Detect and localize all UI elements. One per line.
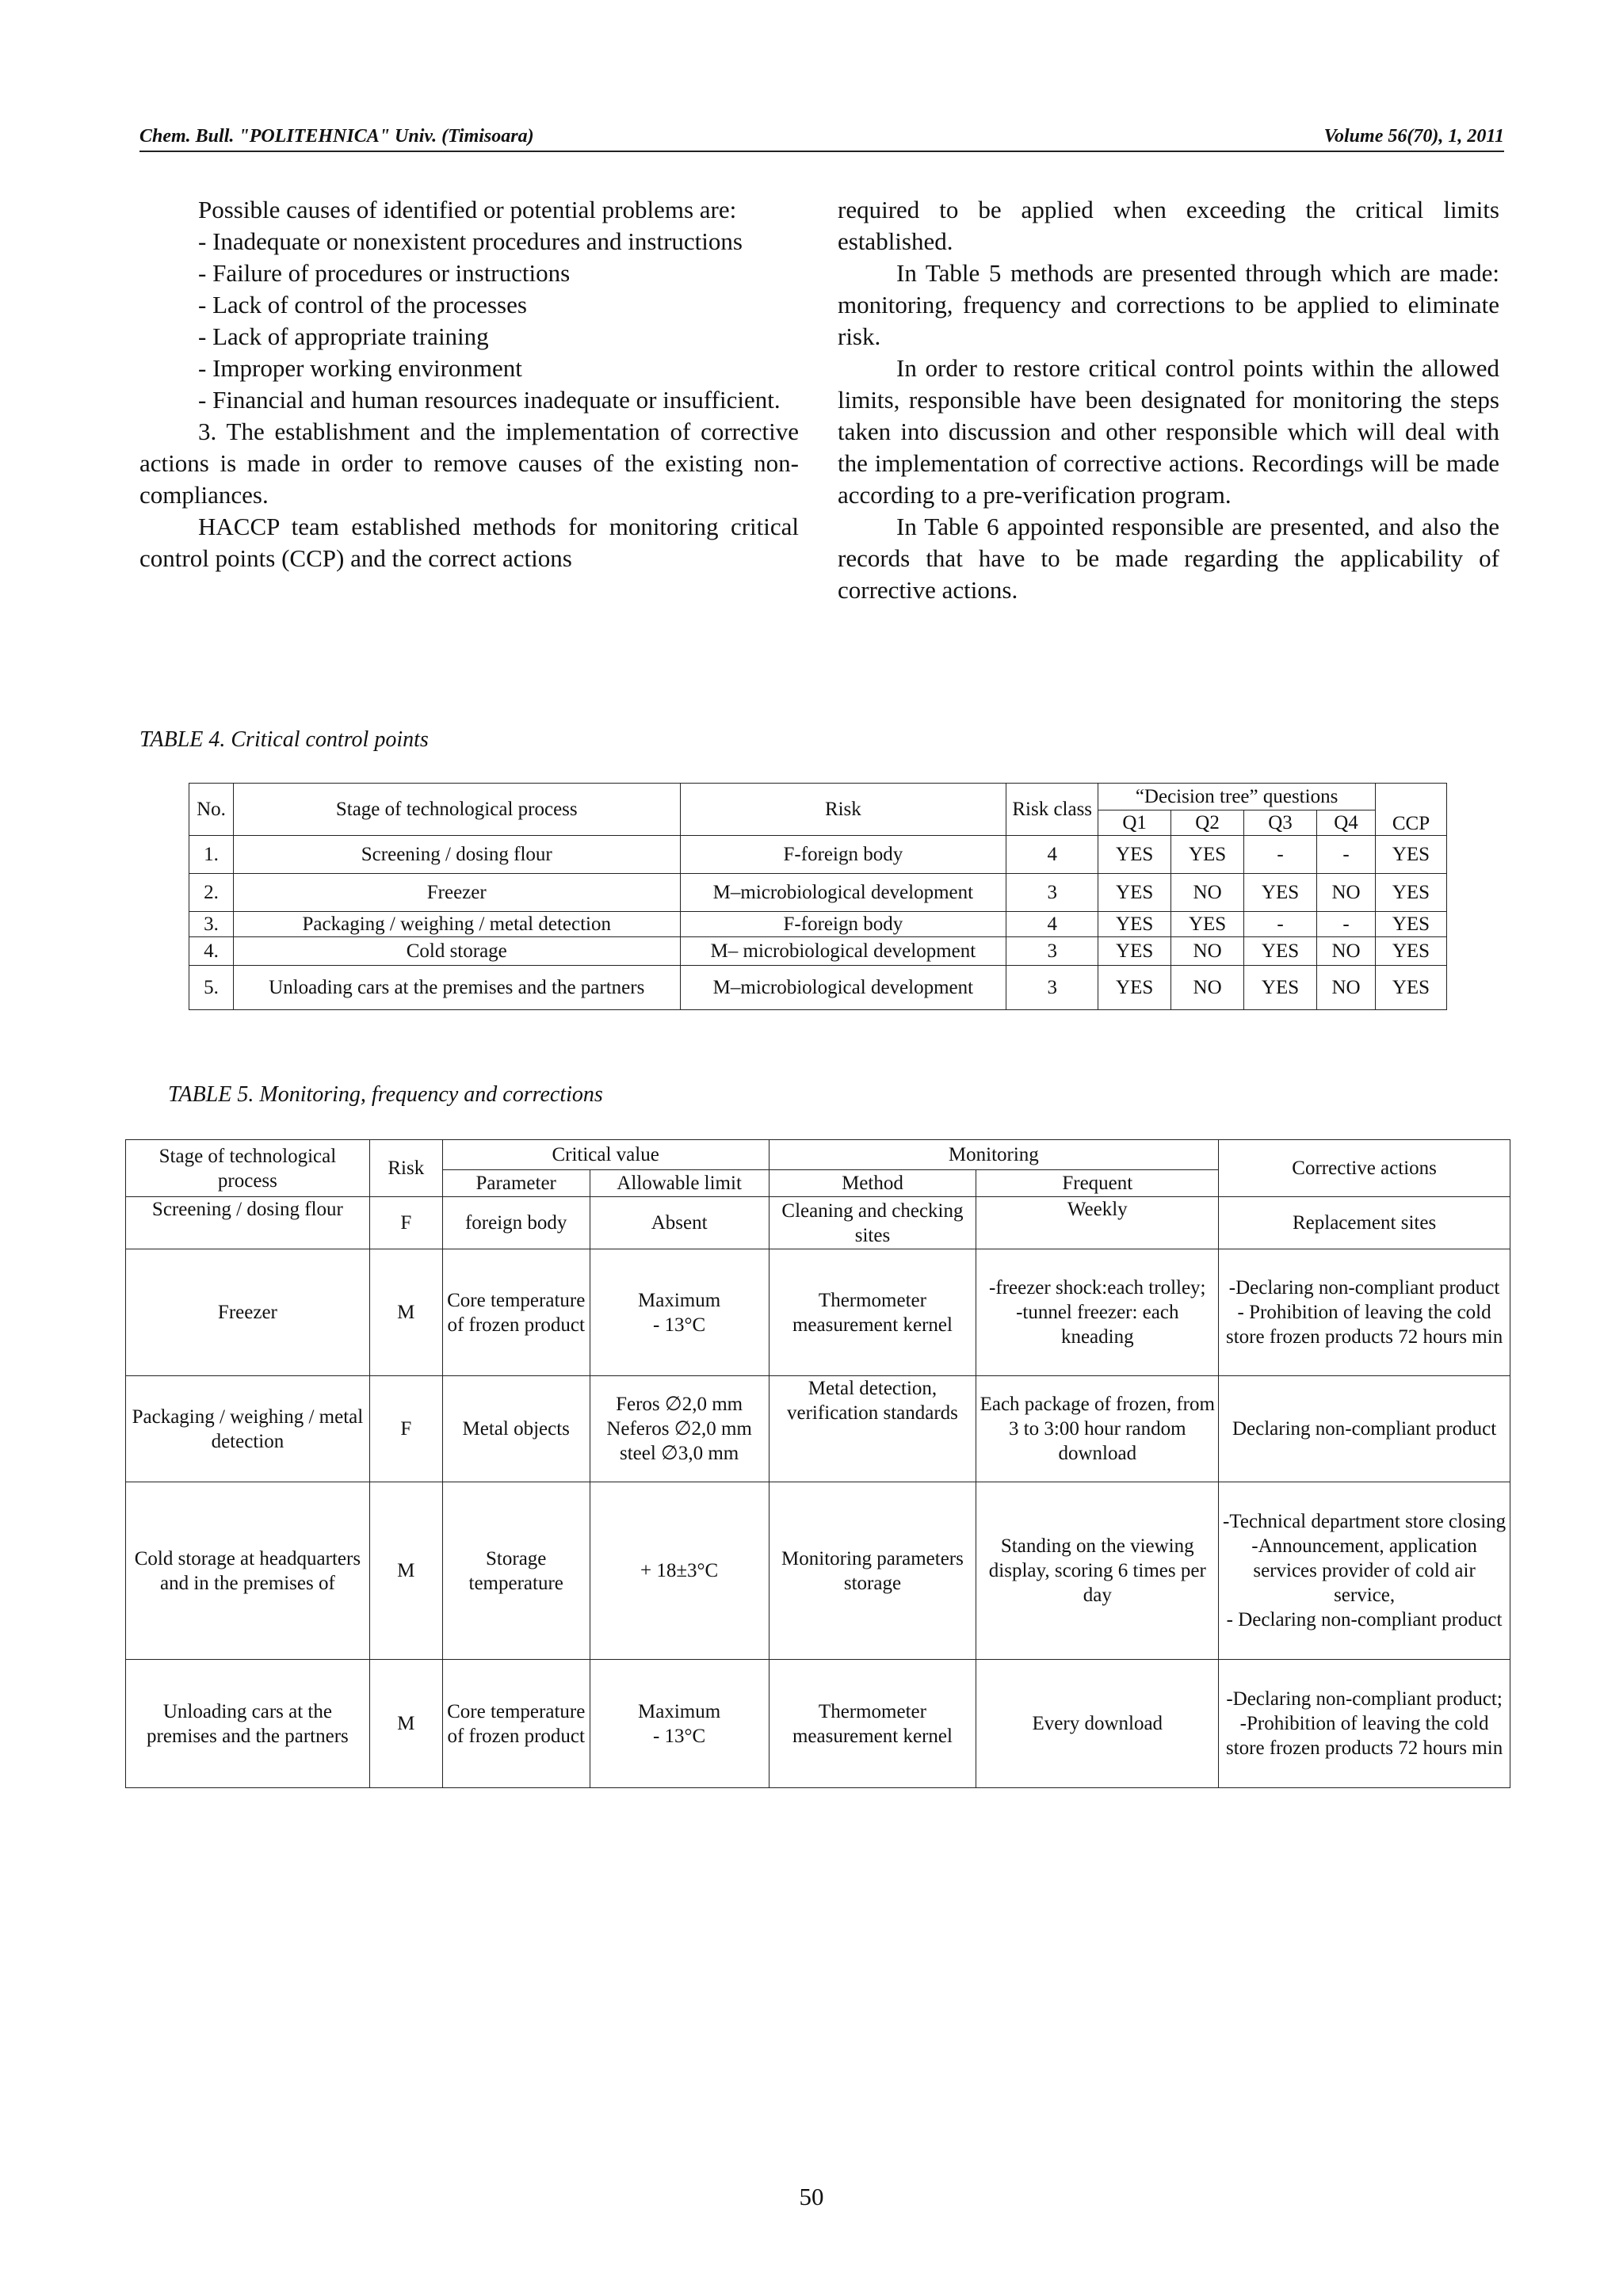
corrective-line: -Announcement, application services provider of cold air service, (1251, 1535, 1477, 1606)
paragraph: In Table 6 appointed responsible are presented, and also the records that have to be made regarding the applicability of corrective actions. (838, 513, 1499, 604)
table-row (189, 912, 1447, 937)
table-cell: YES (1171, 912, 1244, 937)
table-cell: YES (1244, 966, 1317, 1010)
col-header-stage: Stage of technological process (126, 1140, 370, 1197)
corrective-line: - Prohibition of leaving the cold store frozen products 72 hours min (1225, 1302, 1503, 1348)
left-column-text (139, 194, 799, 574)
table-cell (976, 1660, 1219, 1788)
table-cell (976, 1482, 1219, 1660)
limit-line: steel ∅3,0 mm (619, 1443, 739, 1464)
table-cell (590, 1376, 769, 1482)
table-cell (590, 1660, 769, 1788)
table-cell: YES (1098, 937, 1171, 966)
table-row (126, 1249, 1510, 1376)
corrective-line: -Declaring non-compliant product (1228, 1277, 1500, 1299)
table-row (126, 1660, 1510, 1788)
table-cell: NO (1171, 937, 1244, 966)
table-cell: F (369, 1376, 442, 1482)
corrective-line: Declaring non-compliant product (1232, 1418, 1497, 1440)
col-header-risk-class: Risk class (1006, 784, 1098, 836)
table-cell: 3 (1006, 874, 1098, 912)
table-cell: - (1317, 912, 1376, 937)
col-header-risk: Risk (369, 1140, 442, 1197)
table-cell: Freezer (233, 874, 680, 912)
paragraph: In order to restore critical control points within the allowed limits, responsible have been designated for monitoring the steps taken into discussion and other responsible which will deal with the implementation of corrective actions. Recordings will be made according to a pre-verification program. (838, 354, 1499, 509)
col-header-critical-value: Critical value (442, 1140, 769, 1170)
table-cell: YES (1375, 836, 1446, 874)
corrective-line: -Technical department store closing (1223, 1511, 1507, 1532)
col-header-method: Method (769, 1170, 976, 1197)
list-item: - Lack of control of the processes (198, 291, 527, 318)
list-item: - Failure of procedures or instructions (198, 259, 571, 287)
table-cell: F-foreign body (680, 912, 1006, 937)
paragraph: In Table 5 methods are presented through which are made: monitoring, frequency and corrections to be applied to eliminate risk. (838, 259, 1499, 350)
paragraph: Possible causes of identified or potential problems are: (198, 196, 737, 223)
table-cell: 3. (189, 912, 234, 937)
paragraph: HACCP team established methods for monitoring critical control points (CCP) and the correct actions (139, 513, 799, 572)
table-cell: - (1317, 836, 1376, 874)
page-number: 50 (799, 2183, 824, 2210)
col-header-q1: Q1 (1098, 810, 1171, 836)
right-column-text (838, 194, 1499, 606)
frequency-line: Every download (1032, 1713, 1163, 1734)
corrective-line: -Prohibition of leaving the cold store frozen products 72 hours min (1225, 1713, 1503, 1759)
col-header-q4: Q4 (1317, 810, 1376, 836)
table-cell: M–microbiological development (680, 874, 1006, 912)
col-header-parameter: Parameter (442, 1170, 590, 1197)
col-header-q2: Q2 (1171, 810, 1244, 836)
table-cell: 3 (1006, 966, 1098, 1010)
table-cell (590, 1482, 769, 1660)
table-monitoring-corrections (125, 1139, 1510, 1788)
table-cell: YES (1375, 966, 1446, 1010)
table-cell: Freezer (126, 1249, 370, 1376)
table-cell: Monitoring parameters storage (769, 1482, 976, 1660)
table-cell: YES (1098, 966, 1171, 1010)
table-cell: M–microbiological development (680, 966, 1006, 1010)
table-cell: YES (1244, 874, 1317, 912)
table-cell: Packaging / weighing / metal detection (126, 1376, 370, 1482)
table-row (189, 836, 1447, 874)
table-cell: NO (1317, 937, 1376, 966)
table-cell (976, 1376, 1219, 1482)
corrective-line: - Declaring non-compliant product (1226, 1609, 1503, 1630)
table-cell: Cleaning and checking sites (769, 1197, 976, 1249)
col-header-q3: Q3 (1244, 810, 1317, 836)
table-cell: Unloading cars at the premises and the partners (233, 966, 680, 1010)
table-cell (1219, 1482, 1510, 1660)
list-item: - Lack of appropriate training (198, 322, 489, 350)
list-item: - Inadequate or nonexistent procedures and instructions (198, 227, 743, 255)
table-cell: Screening / dosing flour (233, 836, 680, 874)
limit-line: + 18±3°C (640, 1560, 719, 1581)
table-row (189, 966, 1447, 1010)
table-cell: Thermometer measurement kernel (769, 1660, 976, 1788)
table5-caption: TABLE 5. Monitoring, frequency and corrections (168, 1082, 603, 1107)
list-item: - Financial and human resources inadequate or insufficient. (198, 386, 781, 414)
frequency-line: -tunnel freezer: each kneading (1016, 1302, 1179, 1348)
table-cell: M (369, 1660, 442, 1788)
table-cell: F (369, 1197, 442, 1249)
frequency-line: -freezer shock:each trolley; (989, 1277, 1206, 1299)
table-cell: YES (1098, 912, 1171, 937)
col-header-stage: Stage of technological process (233, 784, 680, 836)
col-header-decision-tree: “Decision tree” questions (1098, 784, 1376, 810)
corrective-line: -Declaring non-compliant product; (1226, 1688, 1503, 1710)
table-cell: - (1244, 912, 1317, 937)
table-cell (976, 1249, 1219, 1376)
limit-line: - 13°C (652, 1725, 706, 1747)
corrective-line: Replacement sites (1292, 1212, 1437, 1234)
table-cell: NO (1171, 874, 1244, 912)
table4-caption: TABLE 4. Critical control points (139, 727, 429, 752)
table-cell: 3 (1006, 937, 1098, 966)
table-cell: YES (1375, 912, 1446, 937)
table-cell: Packaging / weighing / metal detection (233, 912, 680, 937)
paragraph: 3. The establishment and the implementation of corrective actions is made in order to remove causes of the existing non-compliances. (139, 418, 799, 509)
list-item: - Improper working environment (198, 354, 522, 382)
table-cell: YES (1171, 836, 1244, 874)
frequency-line: Weekly (1067, 1199, 1128, 1220)
col-header-frequent: Frequent (976, 1170, 1219, 1197)
running-header (139, 120, 1504, 152)
table-cell (1219, 1197, 1510, 1249)
table-cell (1219, 1249, 1510, 1376)
table-cell: Core temperature of frozen product (442, 1660, 590, 1788)
journal-name: Chem. Bull. "POLITEHNICA" Univ. (Timisoara) (139, 126, 534, 147)
table-cell: - (1244, 836, 1317, 874)
table-cell: YES (1098, 836, 1171, 874)
table-cell: NO (1171, 966, 1244, 1010)
limit-line: - 13°C (652, 1314, 706, 1336)
table-critical-control-points (189, 783, 1447, 1010)
col-header-monitoring: Monitoring (769, 1140, 1219, 1170)
table-cell: 4 (1006, 836, 1098, 874)
volume-info: Volume 56(70), 1, 2011 (1323, 126, 1504, 147)
table-row (189, 874, 1447, 912)
table-cell: 2. (189, 874, 234, 912)
table-cell: NO (1317, 874, 1376, 912)
col-header-ccp: CCP (1375, 784, 1446, 836)
table-cell: YES (1244, 937, 1317, 966)
table-row (126, 1197, 1510, 1249)
limit-line: Maximum (638, 1289, 721, 1311)
col-header-allowable-limit: Allowable limit (590, 1170, 769, 1197)
table-cell: 4. (189, 937, 234, 966)
limit-line: Neferos ∅2,0 mm (606, 1418, 752, 1440)
table-cell: M– microbiological development (680, 937, 1006, 966)
table-cell: YES (1375, 874, 1446, 912)
table-cell: Screening / dosing flour (126, 1197, 370, 1249)
table-cell: Core temperature of frozen product (442, 1249, 590, 1376)
table-cell (590, 1249, 769, 1376)
paragraph: required to be applied when exceeding the critical limits established. (838, 196, 1499, 255)
table-cell: Unloading cars at the premises and the partners (126, 1660, 370, 1788)
table-cell: F-foreign body (680, 836, 1006, 874)
table-cell: Cold storage (233, 937, 680, 966)
table-cell: M (369, 1249, 442, 1376)
table-cell (976, 1197, 1219, 1249)
col-header-no: No. (189, 784, 234, 836)
table-cell: 5. (189, 966, 234, 1010)
table-cell (1219, 1660, 1510, 1788)
frequency-line: Standing on the viewing display, scoring 6 times per day (988, 1535, 1206, 1606)
col-header-corrective-actions: Corrective actions (1219, 1140, 1510, 1197)
limit-line: Absent (651, 1212, 708, 1234)
table-cell: M (369, 1482, 442, 1660)
table-cell: NO (1317, 966, 1376, 1010)
limit-line: Feros ∅2,0 mm (616, 1394, 743, 1415)
table-cell (1219, 1376, 1510, 1482)
table-row (189, 937, 1447, 966)
table-cell: Storage temperature (442, 1482, 590, 1660)
table-cell: Metal detection, verification standards (769, 1376, 976, 1482)
table-cell: Cold storage at headquarters and in the premises of (126, 1482, 370, 1660)
table-cell: Thermometer measurement kernel (769, 1249, 976, 1376)
table-cell: Metal objects (442, 1376, 590, 1482)
table-row (126, 1482, 1510, 1660)
table-cell (590, 1197, 769, 1249)
table-cell: 4 (1006, 912, 1098, 937)
table-cell: 1. (189, 836, 234, 874)
table-cell: YES (1375, 937, 1446, 966)
col-header-risk: Risk (680, 784, 1006, 836)
table-row (126, 1376, 1510, 1482)
frequency-line: Each package of frozen, from 3 to 3:00 hour random download (980, 1394, 1215, 1464)
table-cell: YES (1098, 874, 1171, 912)
table-cell: foreign body (442, 1197, 590, 1249)
limit-line: Maximum (638, 1700, 721, 1722)
